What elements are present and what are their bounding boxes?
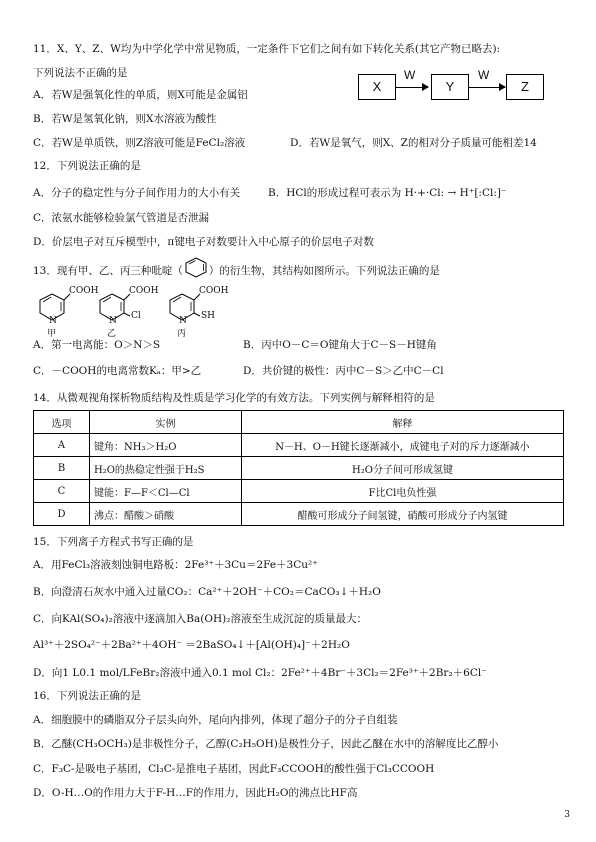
jia-n: N [49,316,57,326]
q11-option-c: C．若W是单质铁，则Z溶液可能是FeCl₂溶液 [33,137,246,149]
row-explanation: H₂O分子间可形成氢键 [242,457,564,480]
table-header-row [34,411,564,434]
table-row [34,503,564,526]
q16-option-a: A．细胞膜中的磷脂双分子层头向外，尾向内排列，体现了超分子的分子自组装 [33,714,398,726]
row-explanation: 醋酸可形成分子间氢键，硝酸可形成分子内氢键 [242,503,564,526]
yi-n: N [109,316,117,326]
row-explanation: N－H、O－H键长逐渐减小，成键电子对的斥力逐渐减小 [242,434,564,457]
yi-cl: Cl [131,311,141,321]
row-option: D [34,503,90,526]
row-example: 沸点：醋酸＞硝酸 [90,503,242,526]
table-row [34,480,564,503]
q15-option-d: D．向1 L0.1 mol/LFeBr₂溶液中通入0.1 mol Cl₂：2Fe²⁺＋4Br⁻＋3Cl₂＝2Fe³⁺＋2Br₂＋6Cl⁻ [33,667,487,679]
q14-table [33,410,564,526]
arrow-2-label: W [478,68,490,82]
q15-option-b: B．向澄清石灰水中通入过量CO₂：Ca²⁺＋2OH⁻＋CO₂＝CaCO₃↓＋H₂O [33,586,381,598]
arrow-1 [396,87,428,88]
q12-option-c: C．浓氨水能够检验氯气管道是否泄漏 [33,212,210,224]
row-example: 键角：NH₃＞H₂O [90,434,242,457]
label-jia: 甲 [47,329,57,339]
q16-option-c: C．F₃C-是吸电子基团，Cl₃C-是推电子基团，因此F₃CCOOH的酸性强于Cl₃CCOOH [33,763,435,775]
row-option: B [34,457,90,480]
arrow-1-label: W [404,68,416,82]
q14-stem: 14．从微观视角探析物质结构及性质是学习化学的有效方法。下列实例与解释相符的是 [33,392,435,404]
bing-cooh: COOH [199,286,229,296]
q13-option-a: A．第一电离能：O＞N＞S [33,339,161,351]
q12-stem: 12．下列说法正确的是 [33,160,141,172]
row-option: C [34,480,90,503]
q15-option-a: A．用FeCl₃溶液刻蚀铜电路板：2Fe³⁺＋3Cu＝2Fe＋3Cu²⁺ [33,559,318,571]
q13-stem [33,263,440,279]
structure-yi [96,284,166,339]
q12-option-b: B．HCl的形成过程可表示为 H·+·Cl: → H⁺[:Cl:]⁻ [268,187,507,199]
q11-option-a: A．若W是强氧化性的单质，则X可能是金属铝 [33,89,248,101]
label-yi: 乙 [107,329,117,339]
page-number: 3 [564,810,570,820]
bing-sh: SH [201,311,216,321]
header-example: 实例 [90,411,242,434]
table-row [34,457,564,480]
q15-option-c: C．向KAl(SO₄)₂溶液中逐滴加入Ba(OH)₂溶液至生成沉淀的质量最大： [33,613,367,625]
q12-option-d: D．价层电子对互斥模型中，π键电子对数要计入中心原子的价层电子对数 [33,236,374,248]
header-explanation: 解释 [242,411,564,434]
arrow-2 [469,87,505,88]
q12-option-a: A．分子的稳定性与分子间作用力的大小有关 [33,187,241,199]
q11-option-b: B．若W是氢氧化钠，则X水溶液为酸性 [33,113,217,125]
structure-bing [166,284,236,339]
yi-cooh: COOH [129,286,159,296]
box-x: X [358,74,396,100]
q16-option-b: B．乙醚(CH₃OCH₃)是非极性分子，乙醇(C₂H₅OH)是极性分子，因此乙醚在水中的溶解度比乙醇小 [33,738,499,750]
row-option: A [34,434,90,457]
q11-stem: 11．X、Y、Z、W均为中学化学中常见物质，一定条件下它们之间有如下转化关系(其它产物已略去): [33,43,501,55]
pyridine-ring-icon [183,257,209,279]
box-y: Y [431,74,469,100]
jia-cooh: COOH [69,286,99,296]
table-row [34,434,564,457]
q13-option-d: D．共价键的极性：丙中C－S＞乙中C－Cl [243,365,444,377]
header-option: 选项 [34,411,90,434]
q13-stem-post: ）的衍生物，其结构如图所示。下列说法正确的是 [208,265,440,277]
bing-n: N [179,316,187,326]
box-z: Z [506,74,544,100]
q16-option-d: D．O-H…O的作用力大于F-H…F的作用力，因此H₂O的沸点比HF高 [33,787,358,799]
q15-option-c-equation: Al³⁺＋2SO₄²⁻＋2Ba²⁺＋4OH⁻ ＝2BaSO₄↓＋[Al(OH)₄]⁻＋2H₂O [33,639,350,651]
q11-stem-2: 下列说法不正确的是 [33,67,128,79]
row-example: H₂O的热稳定性强于H₂S [90,457,242,480]
row-example: 键能：F—F＜Cl—Cl [90,480,242,503]
q11-option-d: D．若W是氧气，则X、Z的相对分子质量可能相差14 [290,137,537,149]
q13-stem-pre: 13．现有甲、乙、丙三种吡啶（ [33,265,183,277]
q13-option-b: B．丙中O－C＝O键角大于C－S－H键角 [243,339,437,351]
q15-stem: 15．下列离子方程式书写正确的是 [33,536,194,548]
q16-stem: 16．下列说法正确的是 [33,690,141,702]
row-explanation: F比Cl电负性强 [242,480,564,503]
label-bing: 丙 [177,329,187,339]
q13-option-c: C．－COOH的电离常数Kₐ：甲>乙 [33,365,202,377]
